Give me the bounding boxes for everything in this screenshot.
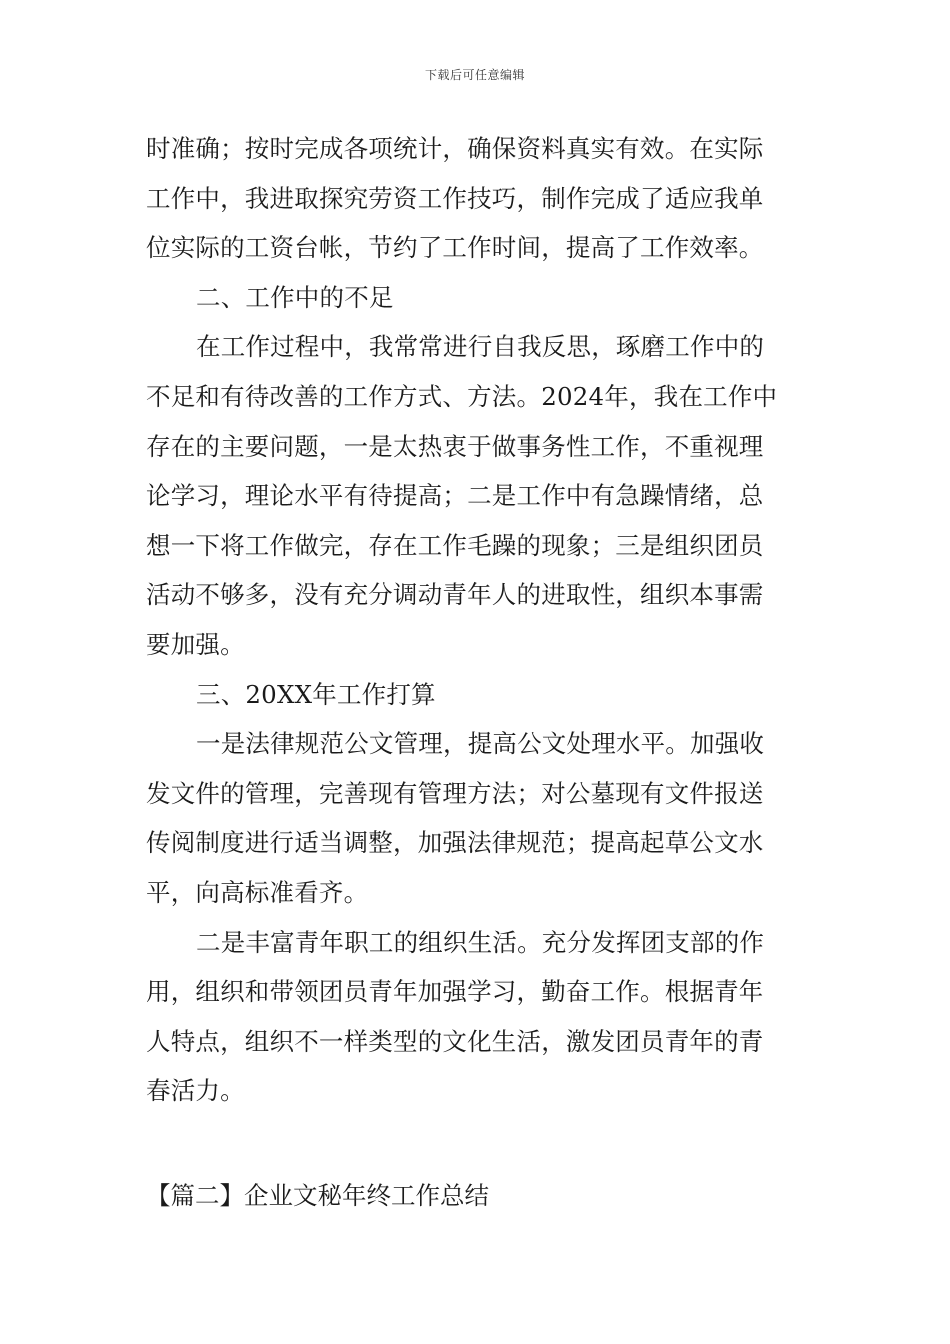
section-heading: 【篇二】企业文秘年终工作总结	[146, 1181, 489, 1210]
text-line: 平，向高标准看齐。	[146, 877, 369, 907]
text-line: 想一下将工作做完，存在工作毛躁的现象；三是组织团员	[146, 530, 764, 560]
text-line: 时准确；按时完成各项统计，确保资料真实有效。在实际	[146, 134, 764, 163]
text-line: 二是丰富青年职工的组织生活。充分发挥团支部的作	[196, 927, 765, 957]
text-line: 传阅制度进行适当调整，加强法律规范；提高起草公文水	[146, 828, 764, 858]
text-line: 工作中，我进取探究劳资工作技巧，制作完成了适应我单	[146, 183, 764, 213]
document-body	[146, 124, 810, 1116]
text-line: 要加强。	[146, 629, 245, 659]
text-line: 存在的主要问题，一是太热衷于做事务性工作，不重视理	[146, 431, 764, 461]
text-line: 位实际的工资台帐，节约了工作时间，提高了工作效率。	[146, 233, 764, 263]
text-line: 用，组织和带领团员青年加强学习，勤奋工作。根据青年	[146, 977, 764, 1007]
page-header: 下载后可任意编辑	[424, 68, 525, 82]
text-line: 春活力。	[146, 1076, 245, 1106]
text-line: 不足和有待改善的工作方式、方法。2024年，我在工作中	[146, 381, 778, 411]
text-line: 论学习，理论水平有待提高；二是工作中有急躁情绪，总	[146, 481, 764, 511]
text-line: 在工作过程中，我常常进行自我反思，琢磨工作中的	[196, 332, 765, 362]
text-line: 活动不够多，没有充分调动青年人的进取性，组织本事需	[146, 580, 764, 610]
text-line: 人特点，组织不一样类型的文化生活，激发团员青年的青	[146, 1026, 764, 1056]
text-line: 发文件的管理，完善现有管理方法；对公墓现有文件报送	[146, 778, 764, 808]
subheading-shortcomings: 二、工作中的不足	[196, 282, 394, 312]
subheading-plan: 三、20XX年工作打算	[196, 679, 436, 709]
text-line: 一是法律规范公文管理，提高公文处理水平。加强收	[196, 729, 765, 759]
